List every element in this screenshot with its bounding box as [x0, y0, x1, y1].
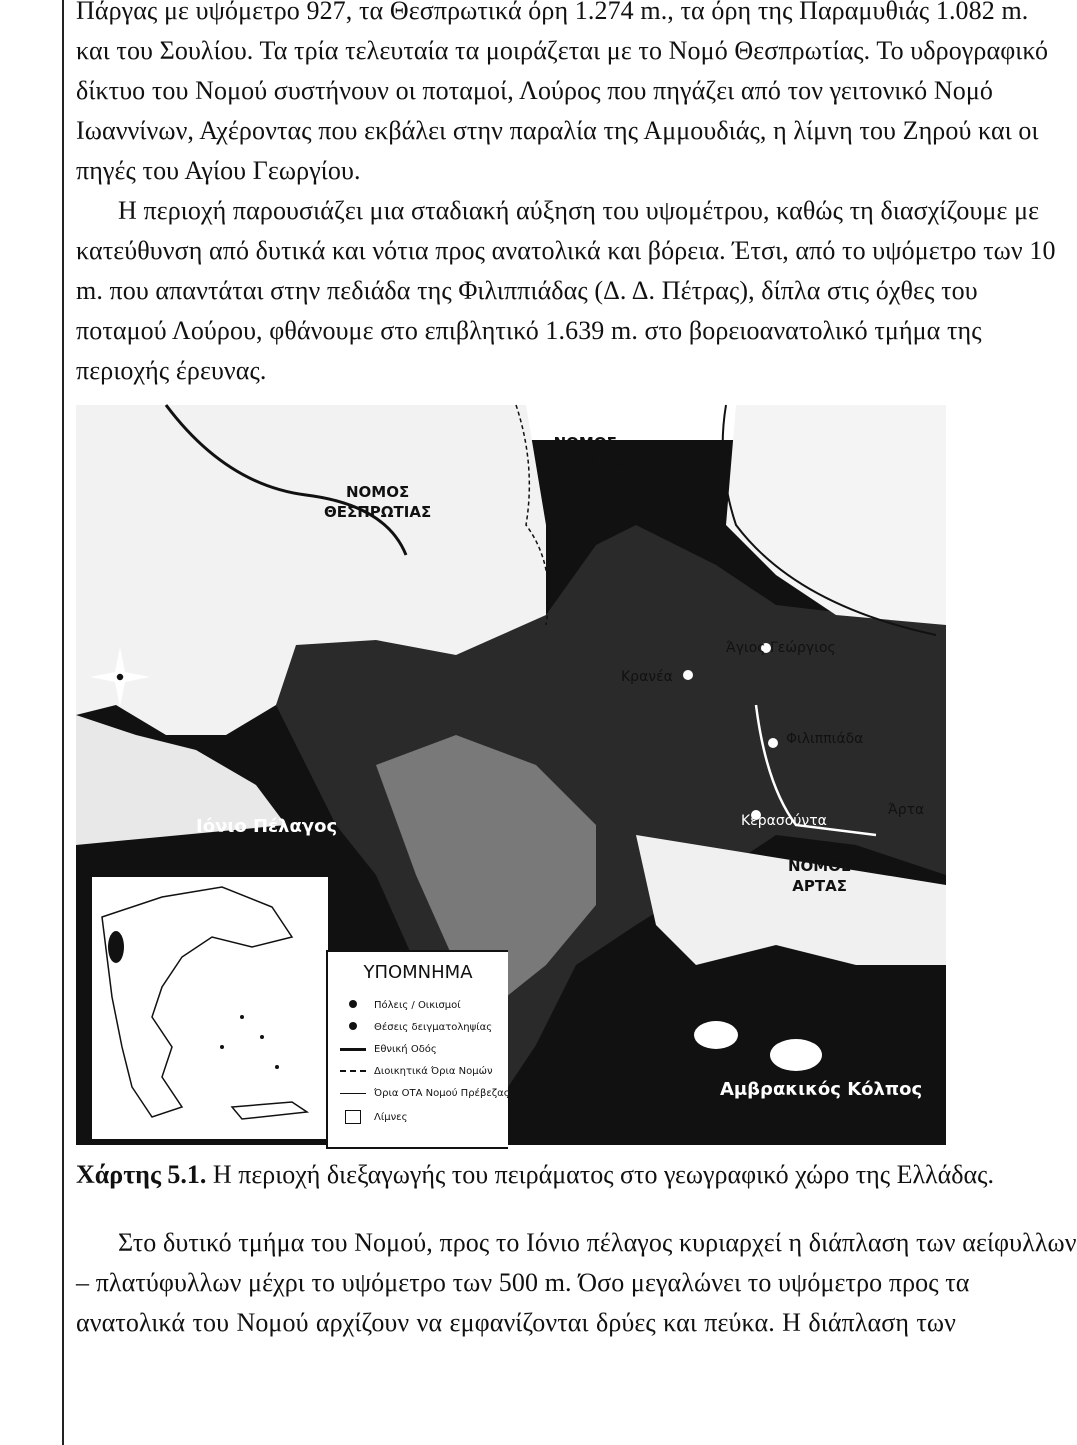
dot-icon	[340, 1000, 366, 1011]
thin-line-icon	[340, 1088, 366, 1099]
town-marker	[683, 670, 693, 680]
text-line: ποταμού Λούρου, φθάνουμε στο επιβλητικό 1.639 m. στο βορειοανατολικό τμήμα της	[76, 316, 982, 345]
text-line: δίκτυο του Νομού συστήνουν οι ποταμοί, Λούρος που πηγάζει από τον γειτονικό Νομό	[76, 76, 993, 105]
text-line: κατεύθυνση από δυτικά και νότια προς ανατολικά και βόρεια. Έτσι, από το υψόμετρο των 10	[76, 236, 1056, 265]
text-line: πηγές του Αγίου Γεωργίου.	[76, 156, 361, 185]
legend-item: Όρια ΟΤΑ Νομού Πρέβεζας	[340, 1088, 510, 1099]
text-line: Πάργας με υψόμετρο 927, τα Θεσπρωτικά όρη 1.274 m., τα όρη της Παραμυθιάς 1.082 m.	[76, 0, 1029, 25]
text-line: Η περιοχή παρουσιάζει μια σταδιακή αύξηση του υψομέτρου, καθώς τη διασχίζουμε με	[118, 196, 1040, 225]
legend-item: Λίμνες	[340, 1110, 407, 1124]
legend-item: Εθνική Οδός	[340, 1044, 437, 1055]
caption-label: Χάρτης 5.1.	[76, 1160, 207, 1189]
thick-line-icon	[340, 1044, 366, 1055]
legend-title: ΥΠΟΜΝΗΜΑ	[363, 962, 473, 983]
legend-item: Πόλεις / Οικισμοί	[340, 1000, 461, 1011]
label-arta: Άρτα	[888, 802, 925, 818]
lake-box-icon	[340, 1110, 366, 1124]
label-kerasoyntas: Κερασούντα	[741, 813, 827, 829]
label-agios-georgios: Άγιος Γεώργιος	[726, 640, 836, 656]
greece-inset-map	[90, 875, 330, 1141]
label-ionian-sea: Ιόνιο Πέλαγος	[196, 816, 338, 837]
page-left-rule	[62, 0, 64, 1445]
label-nomos-thesprotias: ΝΟΜΟΣ ΘΕΣΠΡΩΤΙΑΣ	[324, 483, 432, 521]
study-area-map	[76, 405, 946, 1145]
town-marker	[768, 738, 778, 748]
caption-text: Η περιοχή διεξαγωγής του πειράματος στο γεωγραφικό χώρο της Ελλάδας.	[206, 1160, 994, 1189]
legend-item: Θέσεις δειγματοληψίας	[340, 1022, 492, 1033]
lake-shape	[694, 1021, 738, 1049]
text-line: Στο δυτικό τμήμα του Νομού, προς το Ιόνιο πέλαγος κυριαρχεί η διάπλαση των αείφυλλων	[118, 1228, 1077, 1257]
text-line: ανατολικά του Νομού αρχίζουν να εμφανίζονται δρύες και πεύκα. Η διάπλαση των	[76, 1308, 956, 1337]
label-amvrakikos-gulf: Αμβρακικός Κόλπος	[720, 1079, 923, 1100]
label-nomos-artas: ΝΟΜΟΣ ΑΡΤΑΣ	[788, 857, 852, 895]
dot-icon	[340, 1022, 366, 1033]
map-caption	[76, 1160, 994, 1190]
map-legend	[326, 950, 508, 1149]
label-filippiada: Φιλιππιάδα	[786, 731, 864, 747]
text-line: m. που απαντάται στην πεδιάδα της Φιλιππιάδας (Δ. Δ. Πέτρας), δίπλα στις όχθες του	[76, 276, 978, 305]
label-kranea: Κρανέα	[621, 669, 673, 685]
text-line: και του Σουλίου. Τα τρία τελευταία τα μοιράζεται με το Νομό Θεσπρωτίας. Το υδρογραφικό	[76, 36, 1049, 65]
text-line: Ιωαννίνων, Αχέροντας που εκβάλει στην παραλία της Αμμουδιάς, η λίμνη του Ζηρού και οι	[76, 116, 1039, 145]
legend-item: Διοικητικά Όρια Νομών	[340, 1066, 493, 1077]
dashed-line-icon	[340, 1066, 366, 1077]
greece-outline	[92, 877, 324, 1135]
text-line: περιοχής έρευνας.	[76, 356, 267, 385]
text-line: – πλατύφυλλων μέχρι το υψόμετρο των 500 m. Όσο μεγαλώνει το υψόμετρο προς τα	[76, 1268, 970, 1297]
lake-shape	[770, 1039, 822, 1071]
label-nomos-ioanninon: ΝΟΜΟΣ ΙΩΑΝΝΙΝΩΝ	[536, 434, 635, 472]
